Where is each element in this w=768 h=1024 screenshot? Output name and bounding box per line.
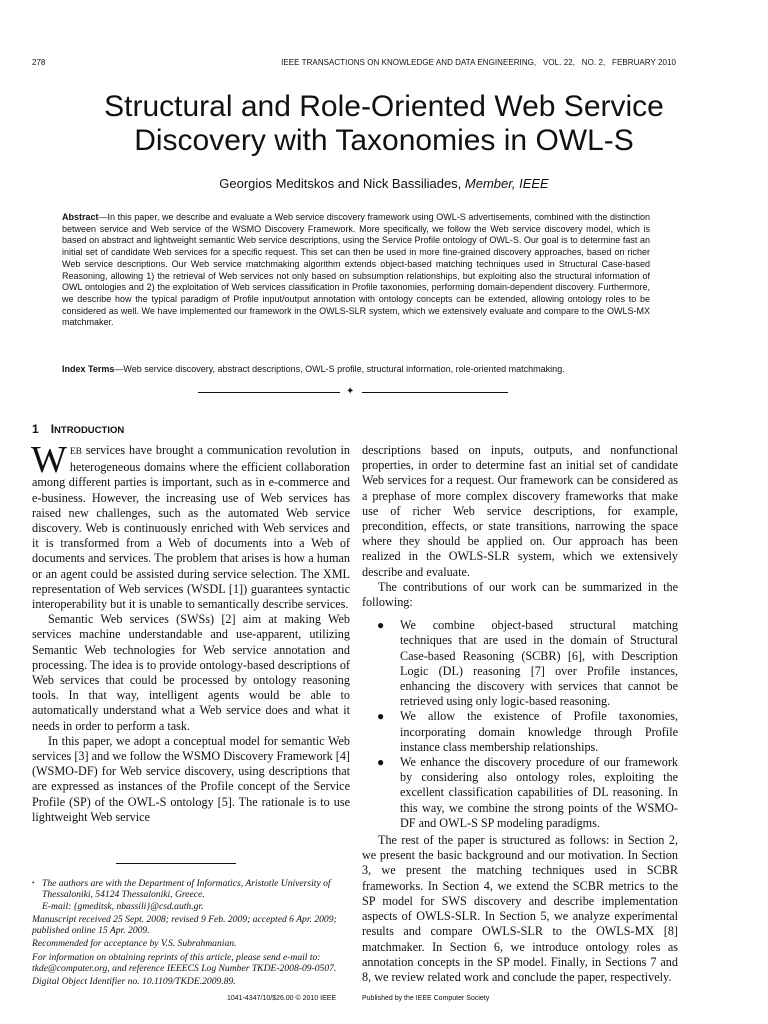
bullet-icon: ● <box>377 709 385 724</box>
list-item <box>362 709 678 755</box>
section-number: 1 <box>32 422 39 436</box>
bullet-icon: ● <box>377 618 385 633</box>
running-header: IEEE TRANSACTIONS ON KNOWLEDGE AND DATA ENGINEERING, VOL. 22, NO. 2, FEBRUARY 2010 <box>281 58 676 67</box>
list-item-text: We allow the existence of Profile taxonomies, incorporating domain knowledge through Profile instance class membership relationships. <box>400 709 678 754</box>
abstract-text: —In this paper, we describe and evaluate a Web service discovery framework using OWL-S advertisements, combined with the distinction between service and Web service of the WSMO Discovery Framework. More specifically, we follow the Web service discovery model, which is based on abstract and lightweight semantic Web service descriptions, using the Service Profile ontology of OWL-S. Our goal is to determine fast an initial set of candidate Web services for a specific request. This set can then be used in more fine-grained discovery approaches, based on richer Web service descriptions. Our Web service matchmaking algorithm extends object-based matching techniques used in Structural Case-based Reasoning, allowing 1) the retrieval of Web services not only based on subsumption relationships, but exploiting also the structural information of OWL ontologies and 2) the exploitation of Web services classification in Profile taxonomies, performing domain-dependent discovery. Furthermore, we describe how the typical paradigm of Profile input/output annotation with ontology concepts can be extended, allowing ontology roles to be considered as well. We have implemented our framework in the OWLS-SLR system, which we extensively evaluate and compare to the OWLS-MX matchmaker. <box>62 212 650 328</box>
index-terms-label: Index Terms <box>62 364 115 374</box>
right-column <box>362 443 678 985</box>
section-title-rest: NTRODUCTION <box>54 425 125 436</box>
divider-rule-left <box>198 392 340 393</box>
copyright-line: 1041-4347/10/$26.00 © 2010 IEEE <box>227 995 337 1002</box>
footnotes <box>32 878 352 990</box>
list-item <box>362 618 678 709</box>
left-column <box>31 439 350 825</box>
right-paragraph-3: The rest of the paper is structured as follows: in Section 2, we present the basic background and our motivation. In Section 3, we present the matching techniques used in SCBR frameworks. In Section 4, we extend the SCBR metrics to the SP model for SWS discovery and describe implementation aspects of OWLS-SLR. In Section 5, we analyze experimental results and compare OWLS-SLR to the OWLS-MX [8] matchmaker. In Section 6, we introduce ontology roles as annotation concepts in the SP model. Finally, in Sections 7 and 8, we review related work and conclude the paper, respectively. <box>362 833 678 984</box>
right-paragraph-1: descriptions based on inputs, outputs, and nonfunctional properties, in order to determine fast an initial set of candidate Web services for a request. Our framework can be considered as a prephase of more complex discovery frameworks that make use of richer Web service descriptions, for example, precondition, effects, or state transitions, narrowing the space where they should be applied on. Our approach has been realized in the OWLS-SLR system, which we extensively describe and evaluate. <box>362 443 678 579</box>
author-membership: Member, IEEE <box>464 176 549 191</box>
intro-paragraph-1-text: services have brought a communication revolution in heterogeneous domains where the efficient collaboration among different parties is important, such as in e-commerce and e-business. However, the increasing use of Web services has raised new challenges, such as the automated Web service discovery. Web is continuously enriched with Web services and it is transformed from a Web of documents into a Web of documents and services. The problem that arises is how a human or an agent could be assisted during service selection. The XML representation of Web services (WSDL [1]) guarantees syntactic interoperability but it is unable to semantically describe services. <box>32 443 350 612</box>
page-number: 278 <box>32 58 46 67</box>
section-heading <box>32 422 124 436</box>
footnote-affiliation-line-2: Thessaloniki, 54124 Thessaloniki, Greece. <box>42 889 205 901</box>
right-paragraph-2: The contributions of our work can be summarized in the following: <box>362 579 678 610</box>
bullet-icon: ● <box>377 755 385 770</box>
divider-rule-right <box>362 392 508 393</box>
footnote-rule <box>116 863 236 864</box>
divider-ornament-icon: ✦ <box>346 386 355 397</box>
list-item-text: We enhance the discovery procedure of our framework by considering also ontology roles, exploiting the excellent classification capabilities of DL reasoning. In this way, we combine the strong points of the WSMO-DF and OWL-S SP modeling paradigms. <box>400 755 678 830</box>
list-item-text: We combine object-based structural matching techniques that are used in the domain of Structural Case-based Reasoning (SCBR) [6], with Description Logic (DL) reasoning [7] over Profile instances, enhancing the discovery with services that cannot be retrieved using only logic-based reasoning. <box>400 618 678 709</box>
footnote-reprints: For information on obtaining reprints of this article, please send e-mail to: tkde@computer.org, and reference IEEECS Log Number TKDE-2008-09-0507. <box>32 951 337 975</box>
footnote-bullet-icon: • <box>32 879 35 887</box>
abstract <box>62 212 650 329</box>
intro-paragraph-2: Semantic Web services (SWSs) [2] aim at making Web services machine understandable and use-apparent, utilizing Semantic Web technologies for Web service annotation and processing. The idea is to provide ontology-based descriptions of Web services that could be processed by ontology reasoning tools. In that way, intelligent agents would be able to automatically understand what a Web service does and what it needs in order to perform a task. <box>32 612 350 733</box>
author-line <box>0 176 768 191</box>
list-item <box>362 755 678 831</box>
contributions-list <box>362 618 678 831</box>
abstract-label: Abstract <box>62 212 99 222</box>
title-line-1: Structural and Role-Oriented Web Service <box>104 90 664 123</box>
section-title-initial: I <box>50 422 55 436</box>
footnote-doi: Digital Object Identifier no. 10.1109/TKDE.2009.89. <box>32 976 236 988</box>
index-terms <box>62 364 650 374</box>
index-terms-text: —Web service discovery, abstract descriptions, OWL-S profile, structural information, role-oriented matchmaking. <box>114 364 565 374</box>
intro-paragraph-1 <box>31 439 350 612</box>
intro-smallcaps: EB <box>69 447 83 457</box>
paper-title <box>0 90 768 158</box>
title-line-2: Discovery with Taxonomies in OWL-S <box>134 124 634 157</box>
footnote-recommended: Recommended for acceptance by V.S. Subrahmanian. <box>32 938 237 950</box>
drop-cap: W <box>31 439 67 481</box>
footnote-manuscript: Manuscript received 25 Sept. 2008; revised 9 Feb. 2009; accepted 6 Apr. 2009; published online 15 Apr. 2009. <box>32 913 337 937</box>
footnote-affiliation <box>32 878 352 912</box>
footnote-affiliation-line-3: E-mail: {gmeditsk, nbassili}@csd.auth.gr. <box>42 900 204 912</box>
intro-paragraph-3: In this paper, we adopt a conceptual model for semantic Web services [3] and we follow the WSMO Discovery Framework [4] (WSMO-DF) for Web service discovery, using descriptions that are expressed as instances of the Profile concept of the Service Profile (SP) of the OWL-S ontology [5]. The rationale is to use lightweight Web service <box>32 733 350 824</box>
author-names: Georgios Meditskos and Nick Bassiliades, <box>219 176 465 191</box>
footnote-affiliation-line-1: The authors are with the Department of Informatics, Aristotle University of <box>42 878 331 889</box>
publisher-line: Published by the IEEE Computer Society <box>362 995 490 1002</box>
